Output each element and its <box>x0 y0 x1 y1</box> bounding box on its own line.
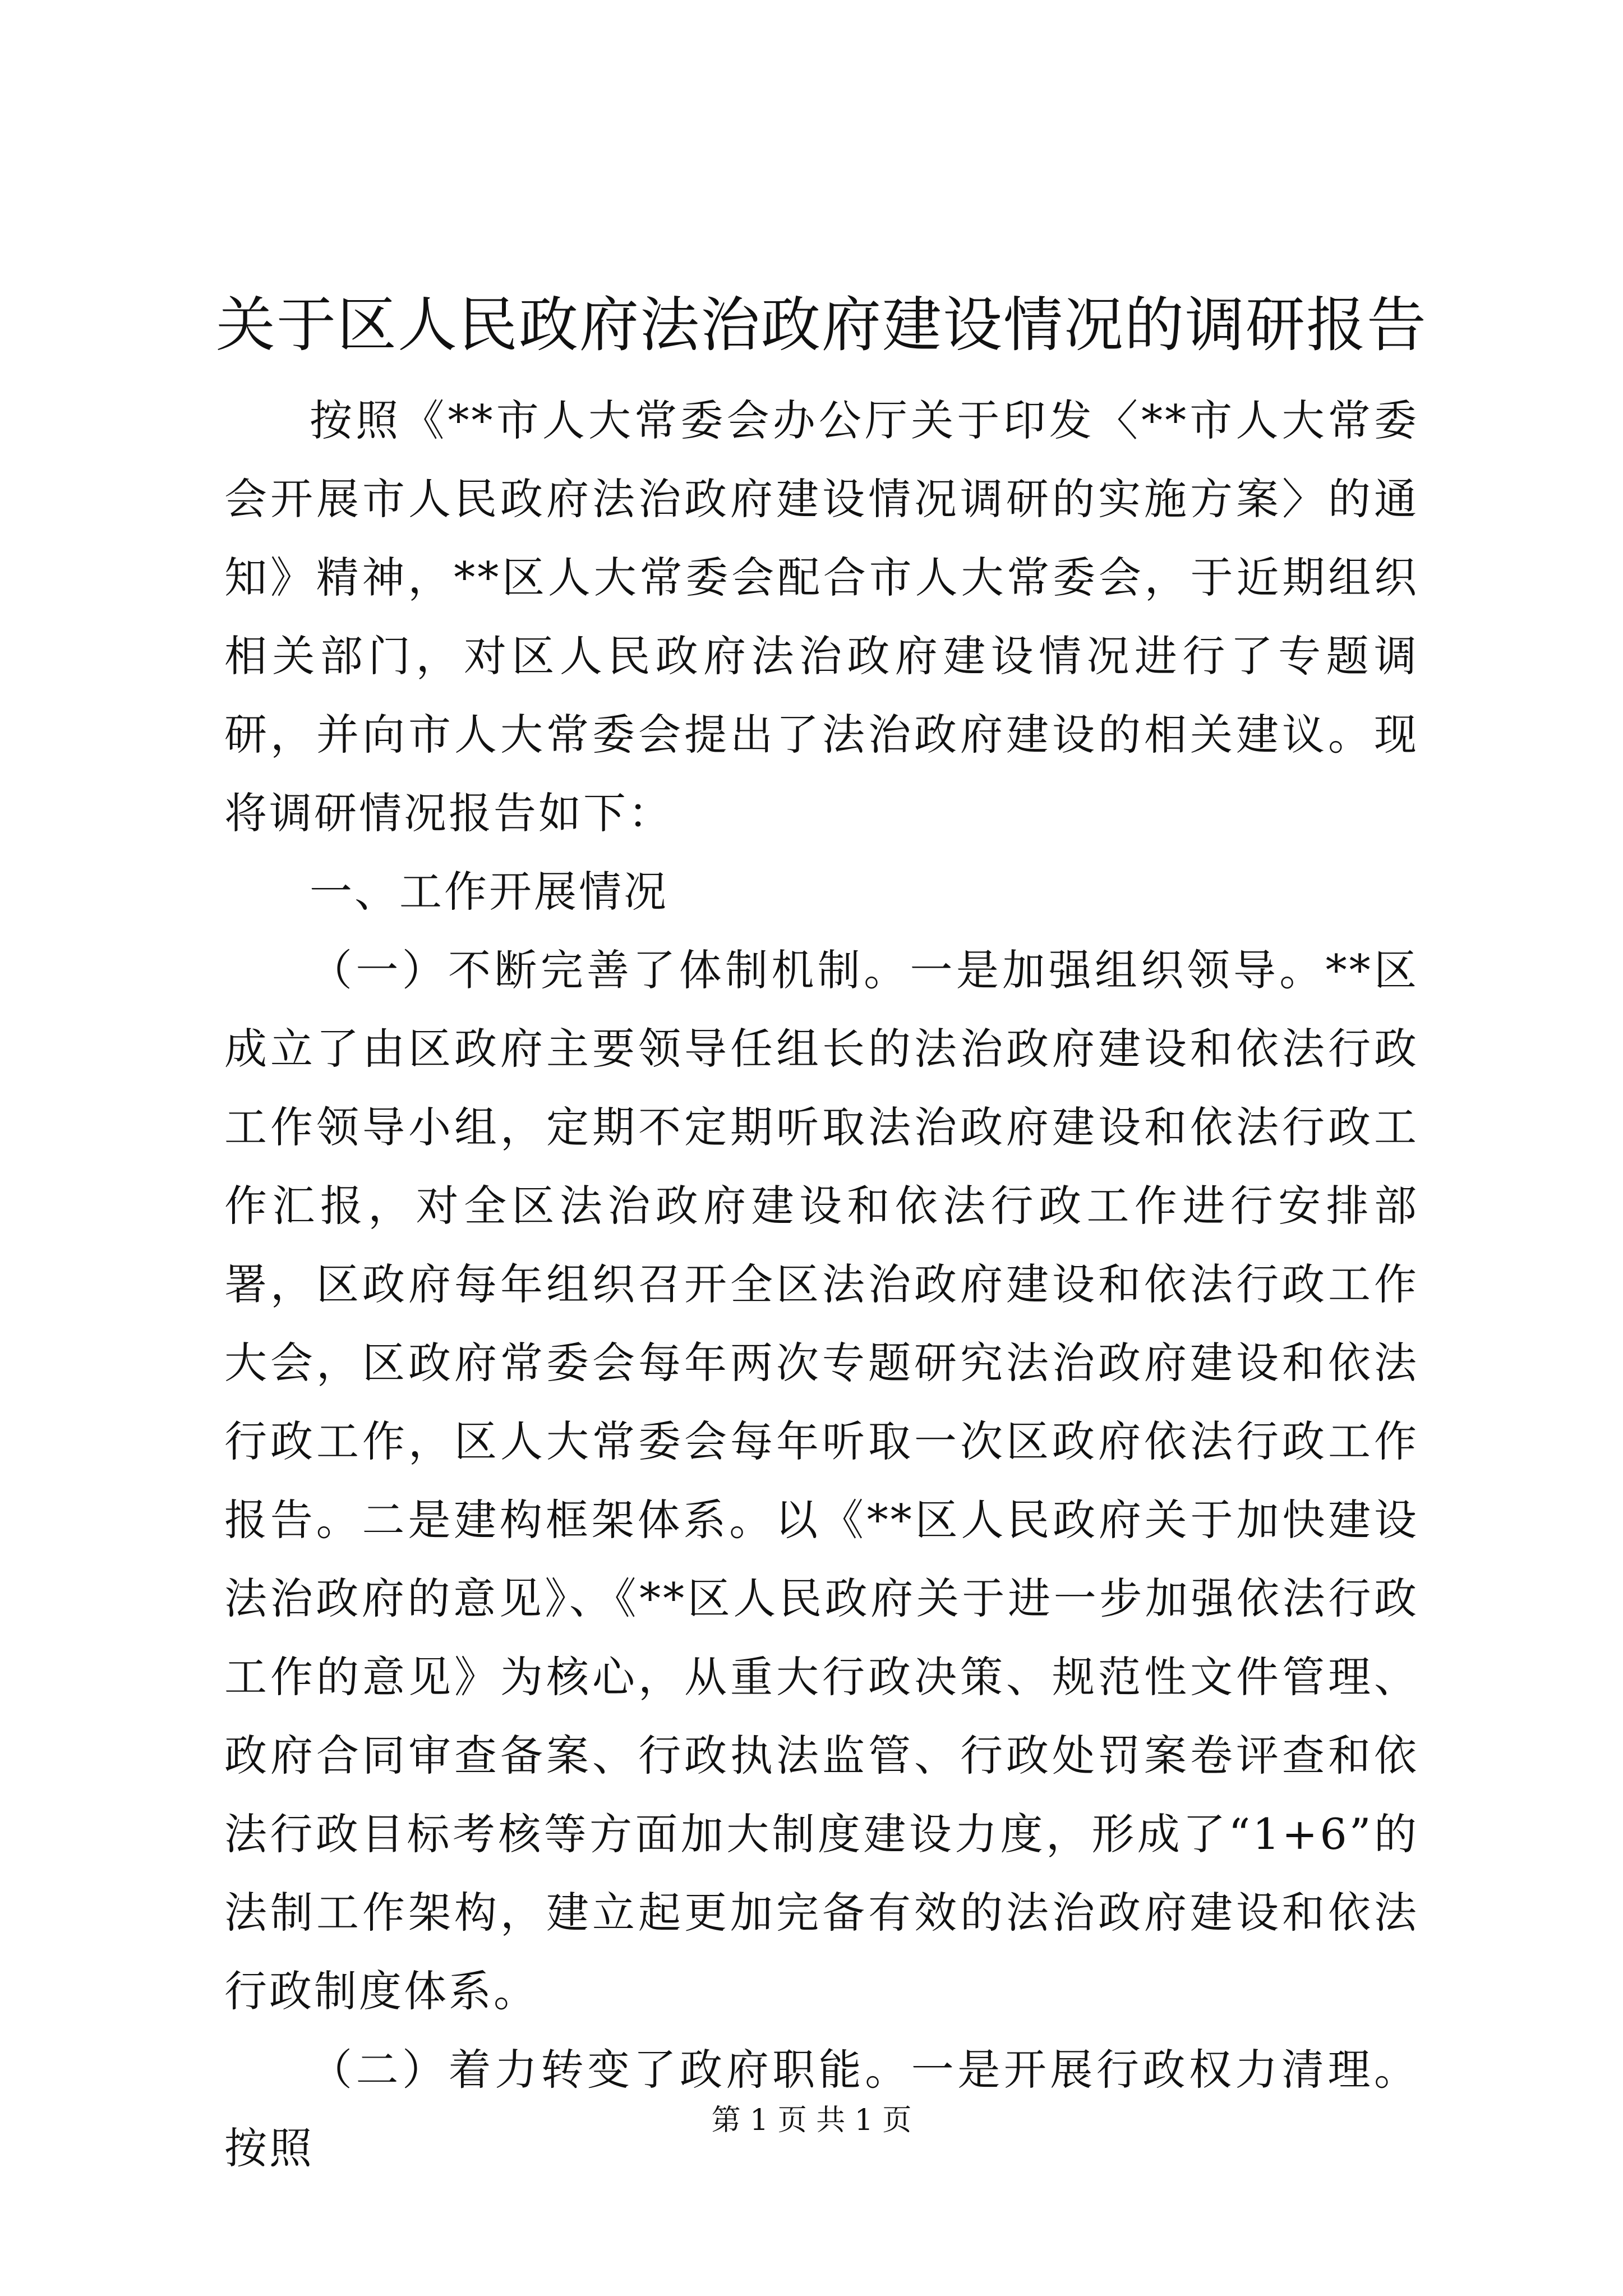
paragraph-intro: 按照《**市人大常委会办公厅关于印发〈**市人大常委会开展市人民政府法治政府建设情况调研的实施方案〉的通知》精神，**区人大常委会配合市人大常委会，于近期组织相关部门，对区人民政府法治政府建设情况进行了专题调研，并向市人大常委会提出了法治政府建设的相关建议。现将调研情况报告如下： <box>224 395 1419 838</box>
paragraph-system-mechanism: （一）不断完善了体制机制。一是加强组织领导。**区成立了由区政府主要领导任组长的法治政府建设和依法行政工作领导小组，定期不定期听取法治政府建设和依法行政工作汇报，对全区法治政府建设和依法行政工作进行安排部署，区政府每年组织召开全区法治政府建设和依法行政工作大会，区政府常委会每年两次专题研究法治政府建设和依法行政工作，区人大常委会每年听取一次区政府依法行政工作报告。二是建构框架体系。以《**区人民政府关于加快建设法治政府的意见》、《**区人民政府关于进一步加强依法行政工作的意见》为核心，从重大行政决策、规范性文件管理、政府合同审查备案、行政执法监管、行政处罚案卷评查和依法行政目标考核等方面加大制度建设力度，形成了“1+6”的法制工作架构，建立起更加完备有效的法治政府建设和依法行政制度体系。 <box>224 945 1419 2016</box>
section-heading-work-status: 一、工作开展情况 <box>310 867 668 917</box>
paragraph-government-function: （二）着力转变了政府职能。一是开展行政权力清理。按照 <box>224 2045 1419 2173</box>
page-number-footer: 第 1 页 共 1 页 <box>711 2104 912 2137</box>
document-title: 关于区人民政府法治政府建设情况的调研报告 <box>216 291 1427 360</box>
document-body <box>224 381 1419 2188</box>
